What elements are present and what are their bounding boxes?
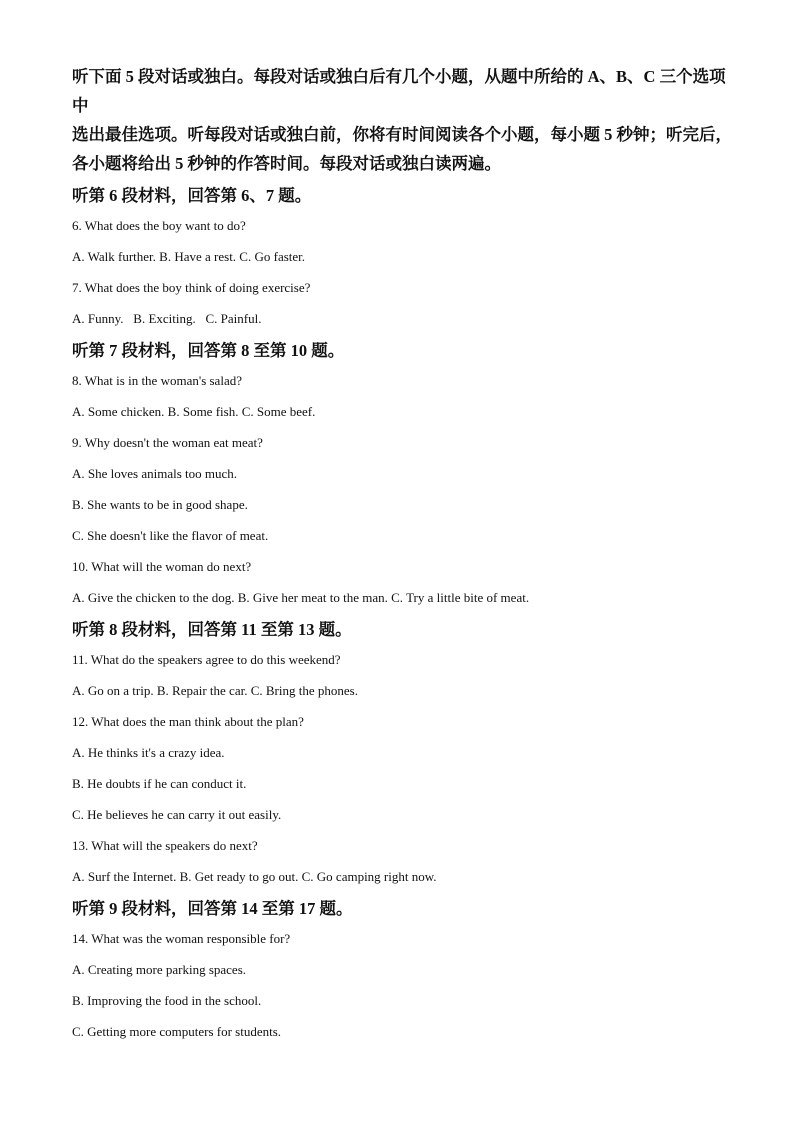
option: C. He believes he can carry it out easily. xyxy=(72,807,282,822)
instructions-line: 各小题将给出 5 秒钟的作答时间。每段对话或独白读两遍。 xyxy=(72,154,501,173)
options: A. Give the chicken to the dog. B. Give her meat to the man. C. Try a little bite of meat. xyxy=(72,590,530,605)
document-page xyxy=(72,62,732,1053)
section-heading: 听第 9 段材料，回答第 14 至第 17 题。 xyxy=(72,899,353,918)
question: 9. Why doesn't the woman eat meat? xyxy=(72,435,263,450)
option: C. She doesn't like the flavor of meat. xyxy=(72,528,269,543)
question: 14. What was the woman responsible for? xyxy=(72,931,291,946)
section xyxy=(72,186,732,329)
section xyxy=(72,341,732,608)
option: C. Getting more computers for students. xyxy=(72,1024,282,1039)
options: A. Go on a trip. B. Repair the car. C. Bring the phones. xyxy=(72,683,358,698)
options: A. Some chicken. B. Some fish. C. Some beef. xyxy=(72,404,316,419)
section-heading: 听第 6 段材料，回答第 6、7 题。 xyxy=(72,186,312,205)
question: 6. What does the boy want to do? xyxy=(72,218,246,233)
section-heading: 听第 8 段材料，回答第 11 至第 13 题。 xyxy=(72,620,352,639)
options: A. Surf the Internet. B. Get ready to go out. C. Go camping right now. xyxy=(72,869,437,884)
option: A. She loves animals too much. xyxy=(72,466,238,481)
options: A. Funny. B. Exciting. C. Painful. xyxy=(72,311,262,326)
option: A. Creating more parking spaces. xyxy=(72,962,247,977)
section xyxy=(72,620,732,887)
option: A. He thinks it's a crazy idea. xyxy=(72,745,225,760)
option: B. She wants to be in good shape. xyxy=(72,497,248,512)
section-heading: 听第 7 段材料，回答第 8 至第 10 题。 xyxy=(72,341,345,360)
section xyxy=(72,899,732,1042)
question: 11. What do the speakers agree to do this weekend? xyxy=(72,652,341,667)
question: 8. What is in the woman's salad? xyxy=(72,373,242,388)
options: A. Walk further. B. Have a rest. C. Go faster. xyxy=(72,249,306,264)
option: B. He doubts if he can conduct it. xyxy=(72,776,247,791)
instructions-line: 听下面 5 段对话或独白。每段对话或独白后有几个小题，从题中所给的 A、B、C 三个选项中 xyxy=(72,67,726,115)
instructions-line: 选出最佳选项。听每段对话或独白前，你将有时间阅读各个小题，每小题 5 秒钟；听完后， xyxy=(72,125,732,144)
question: 12. What does the man think about the plan? xyxy=(72,714,304,729)
question: 13. What will the speakers do next? xyxy=(72,838,258,853)
option: B. Improving the food in the school. xyxy=(72,993,262,1008)
question: 7. What does the boy think of doing exercise? xyxy=(72,280,311,295)
question: 10. What will the woman do next? xyxy=(72,559,252,574)
